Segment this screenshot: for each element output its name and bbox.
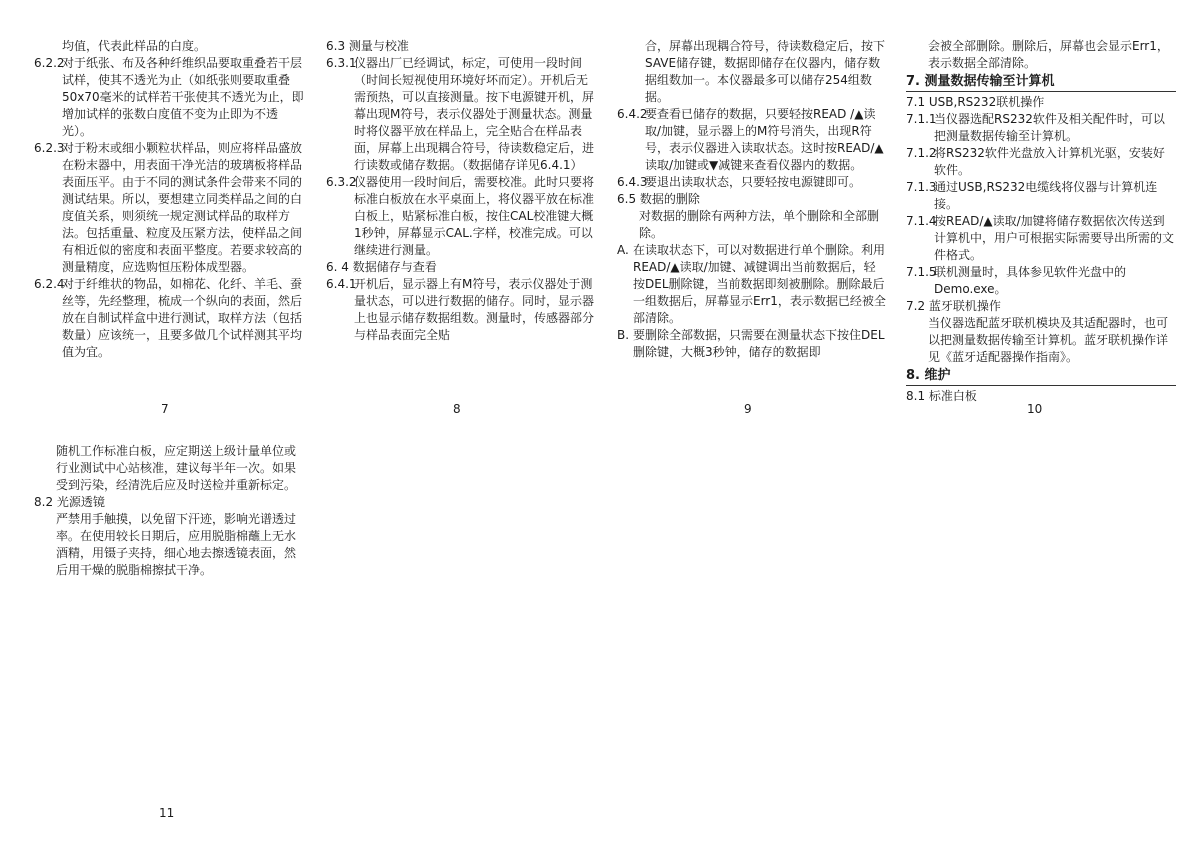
page-number-9: 9 — [744, 402, 752, 416]
section-7-1-5 — [906, 264, 1176, 298]
section-text: 当仪器选配RS232软件及相关配件时，可以把测量数据传输至计算机。 — [934, 112, 1165, 143]
section-number: 6.2.2 — [34, 56, 65, 70]
page-number-10: 10 — [1027, 402, 1043, 416]
paragraph: 严禁用手触摸，以免留下汗迹，影响光谱透过率。在使用较长日期后，应用脱脂棉蘸上无水酒精，用镊子夹持，细心地去擦透镜表面，然后用干燥的脱脂棉擦拭干净。 — [56, 512, 297, 577]
section-text: 联机测量时，具体参见软件光盘中的Demo.exe。 — [934, 265, 1127, 296]
section-text: 仪器出厂已经调试，标定，可使用一段时间（时间长短视使用环境好坏而定）。开机后无需预热，可以直接测量。按下电源键开机，屏幕出现M符号，表示仪器处于测量状态。测量时将仪器平放在样品上，完全贴合在样品表面，屏幕上出现耦合符号，待读数稳定后，进行读数或储存数据。（数据储存详见6.4.1） — [354, 56, 595, 172]
section-number: 7.1.2 — [906, 146, 937, 160]
section-text: 仪器使用一段时间后，需要校准。此时只要将标准白板放在水平桌面上，将仪器平放在标准白板上，贴紧标准白板，按住CAL校准键大概1秒钟，屏幕显示CAL.字样，校准完成。可以继续进行测量。 — [354, 175, 595, 257]
section-text: 要退出读取状态，只要轻按电源键即可。 — [645, 175, 862, 189]
paragraph: 对数据的删除有两种方法，单个删除和全部删除。 — [639, 209, 880, 240]
item-marker: B. — [617, 328, 630, 342]
heading-6-3: 6.3 测量与校准 — [326, 39, 409, 53]
page-number-8: 8 — [453, 402, 461, 416]
section-6-3-2 — [326, 174, 598, 259]
section-6-4-2 — [617, 106, 887, 174]
heading-8-1: 8.1 标准白板 — [906, 389, 977, 403]
item-b — [617, 327, 887, 361]
paragraph: 均值，代表此样品的白度。 — [62, 39, 207, 53]
section-text: 要查看已储存的数据，只要轻按READ /▲读取/加键，显示器上的M符号消失，出现R符号，表示仪器进入读取状态。这时按READ/▲读取/加键或▼减键来查看仪器内的数据。 — [645, 107, 884, 172]
section-7-1-4 — [906, 213, 1176, 264]
section-number: 6.4.3 — [617, 175, 648, 189]
section-text: 对于粉末或细小颗粒状样品，则应将样品盛放在粉末器中，用表面干净光洁的玻璃板将样品表面压平。由于不同的测试条件会带来不同的测试结果。所以，要想建立同类样品之间的白度值关系，则须统一规定测试样品的取样方法。包括重量、粒度及压紧方法，使样品之间有相近似的密度和表面平整度。若要求较高的测量精度，应选购恒压粉体成型器。 — [62, 141, 303, 274]
section-text: 通过USB,RS232电缆线将仪器与计算机连接。 — [934, 180, 1158, 211]
heading-7: 7. 测量数据传输至计算机 — [906, 73, 1176, 92]
heading-7-2: 7.2 蓝牙联机操作 — [906, 299, 1001, 313]
page-8-column — [326, 38, 598, 344]
paragraph: 会被全部删除。删除后，屏幕也会显示Err1，表示数据全部清除。 — [928, 39, 1169, 70]
page-7-column — [34, 38, 306, 361]
page-number-11: 11 — [159, 806, 175, 820]
paragraph: 随机工作标准白板，应定期送上级计量单位或行业测试中心站核准，建议每半年一次。如果受到污染，经清洗后应及时送检并重新标定。 — [56, 444, 297, 492]
item-a — [617, 242, 887, 327]
section-number: 6.4.1 — [326, 277, 357, 291]
page-10-column — [906, 38, 1176, 405]
section-text: 按READ/▲读取/加键将储存数据依次传送到计算机中，用户可根据实际需要导出所需的文件格式。 — [934, 214, 1175, 262]
section-6-4-3 — [617, 174, 887, 191]
section-number: 6.2.3 — [34, 141, 65, 155]
item-text: 在读取状态下，可以对数据进行单个删除。利用READ/▲读取/加键、减键调出当前数据后，轻按DEL删除键，当前数据即刻被删除。删除最后一组数据后，屏幕显示Err1，表示数据已经被全部清除。 — [633, 243, 886, 325]
section-text: 对于纸张、布及各种纤维织品要取重叠若干层试样，使其不透光为止（如纸张则要取重叠50x70毫米的试样若干张使其不透光为止，即增加试样的张数白度值不变为止即为不透光）。 — [62, 56, 304, 138]
section-6-2-2 — [34, 55, 306, 140]
section-7-1-1 — [906, 111, 1176, 145]
page-9-column — [617, 38, 887, 361]
section-number: 7.1.3 — [906, 180, 937, 194]
section-number: 7.1.4 — [906, 214, 937, 228]
heading-8-2: 8.2 光源透镜 — [34, 495, 105, 509]
section-6-2-4 — [34, 276, 306, 361]
paragraph: 合，屏幕出现耦合符号，待读数稳定后，按下SAVE储存键，数据即储存在仪器内，储存数据组数加一。本仪器最多可以储存254组数据。 — [645, 39, 886, 104]
section-number: 6.3.2 — [326, 175, 357, 189]
section-6-4-1 — [326, 276, 598, 344]
section-number: 7.1.1 — [906, 112, 937, 126]
section-6-2-3 — [34, 140, 306, 276]
item-text: 要删除全部数据，只需要在测量状态下按住DEL删除键，大概3秒钟，储存的数据即 — [633, 328, 885, 359]
page-number-7: 7 — [161, 402, 169, 416]
section-7-1-3 — [906, 179, 1176, 213]
section-7-1-2 — [906, 145, 1176, 179]
item-marker: A. — [617, 243, 629, 257]
section-text: 对于纤维状的物品，如棉花、化纤、羊毛、蚕丝等，先经整理，梳成一个纵向的表面，然后放在自制试样盒中进行测试，取样方法（包括数量）应该统一，且要多做几个试样测其平均值为宜。 — [62, 277, 303, 359]
paragraph: 当仪器选配蓝牙联机模块及其适配器时，也可以把测量数据传输至计算机。蓝牙联机操作详见《蓝牙适配器操作指南》。 — [928, 316, 1169, 364]
heading-8: 8. 维护 — [906, 367, 1176, 386]
page-11-column — [34, 443, 306, 579]
section-text: 将RS232软件光盘放入计算机光驱，安装好软件。 — [934, 146, 1165, 177]
section-number: 6.4.2 — [617, 107, 648, 121]
heading-7-1: 7.1 USB,RS232联机操作 — [906, 95, 1045, 109]
section-6-3-1 — [326, 55, 598, 174]
heading-6-5: 6.5 数据的删除 — [617, 192, 700, 206]
heading-6-4: 6. 4 数据储存与查看 — [326, 260, 437, 274]
section-number: 6.2.4 — [34, 277, 65, 291]
section-number: 7.1.5 — [906, 265, 937, 279]
section-number: 6.3.1 — [326, 56, 357, 70]
section-text: 开机后，显示器上有M符号，表示仪器处于测量状态，可以进行数据的储存。同时，显示器上也显示储存数据组数。测量时，传感器部分与样品表面完全贴 — [354, 277, 595, 342]
